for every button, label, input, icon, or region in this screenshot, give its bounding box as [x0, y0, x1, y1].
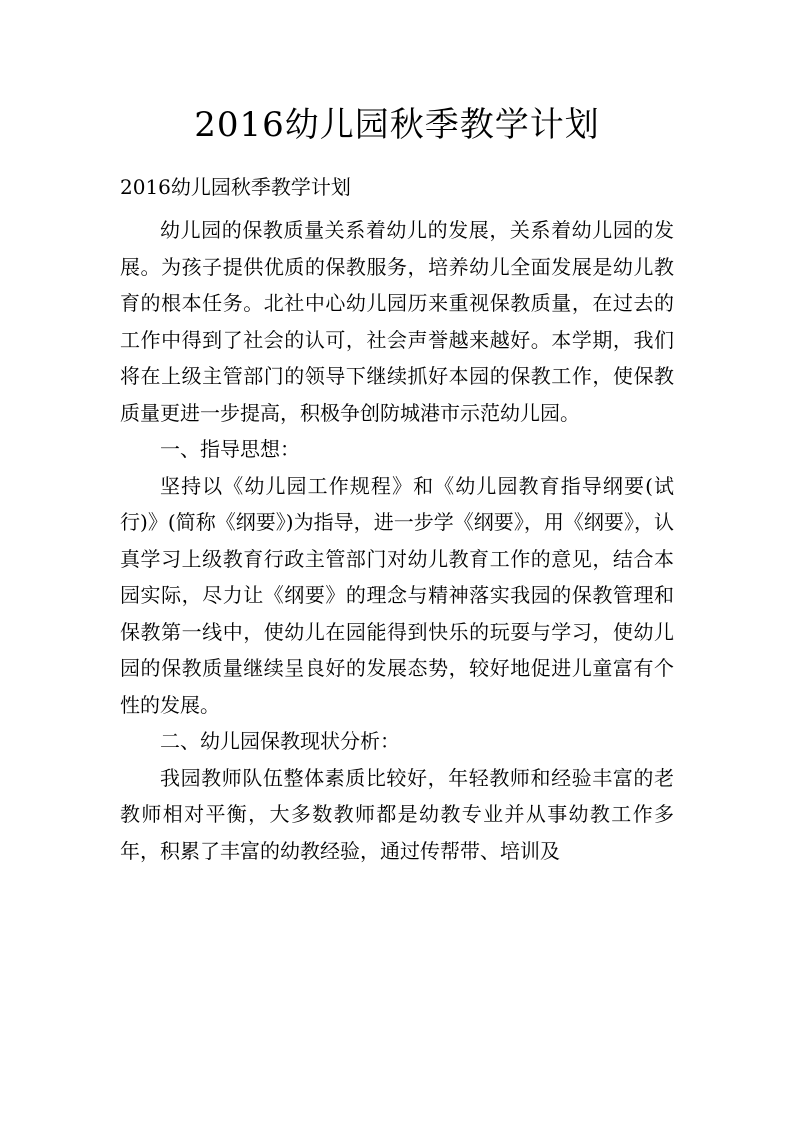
document-subtitle: 2016幼儿园秋季教学计划 — [120, 175, 351, 199]
document-title: 2016幼儿园秋季教学计划 — [194, 105, 600, 145]
paragraph-status-analysis: 我园教师队伍整体素质比较好，年轻教师和经验丰富的老教师相对平衡，大多数教师都是幼教专业并从事幼教工作多年，积累了丰富的幼教经验，通过传帮带、培训及 — [120, 765, 674, 863]
section-heading-guiding-ideology: 一、指导思想： — [160, 437, 300, 461]
paragraph-intro: 幼儿园的保教质量关系着幼儿的发展，关系着幼儿园的发展。为孩子提供优质的保教服务，培养幼儿全面发展是幼儿教育的根本任务。北社中心幼儿园历来重视保教质量，在过去的工作中得到了社会的认可，社会声誉越来越好。本学期，我们将在上级主管部门的领导下继续抓好本园的保教工作，使保教质量更进一步提高，积极争创防城港市示范幼儿园。 — [120, 218, 674, 425]
document-body — [120, 212, 674, 869]
paragraph-guiding-ideology: 坚持以《幼儿园工作规程》和《幼儿园教育指导纲要(试行)》(简称《纲要》)为指导，进一步学《纲要》，用《纲要》，认真学习上级教育行政主管部门对幼儿教育工作的意见，结合本园实际，尽力让《纲要》的理念与精神落实我园的保教管理和保教第一线中，使幼儿在园能得到快乐的玩耍与学习，使幼儿园的保教质量继续呈良好的发展态势，较好地促进儿童富有个性的发展。 — [120, 473, 674, 717]
section-heading-status-analysis: 二、幼儿园保教现状分析： — [160, 729, 400, 753]
